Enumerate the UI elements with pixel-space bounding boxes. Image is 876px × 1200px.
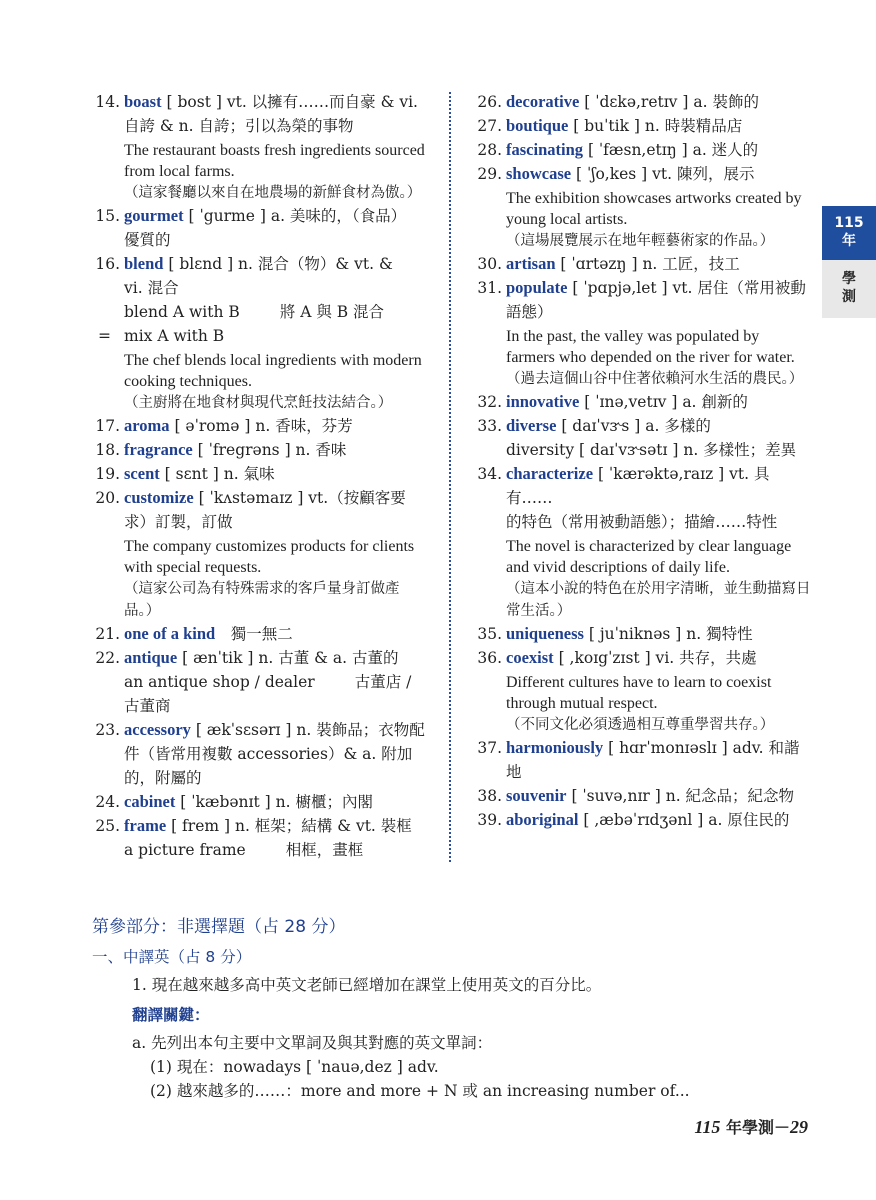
- vocab-definition-cont: vi. 混合: [124, 279, 179, 297]
- vocab-entry: 22. antique [ ænˈtik ] n. 古董 & a. 古董的: [95, 648, 399, 667]
- example-translation: （過去這個山谷中住著依賴河水生活的農民。）: [506, 371, 804, 387]
- vocab-word: aroma: [124, 416, 170, 435]
- vocab-entry: 15. gourmet [ ˈgurme ] a. 美味的，（食品） 優質的: [95, 206, 407, 249]
- key-step: a. 先列出本句主要中文單詞及與其對應的英文單詞：: [132, 1034, 493, 1052]
- vocab-entry: 20. customize [ ˈkʌstəmaɪz ] vt.（按顧客要 求）訂製，訂做: [95, 488, 406, 531]
- vocab-entry: 39. aboriginal [ ,æbəˈrɪdʒənl ] a. 原住民的: [477, 810, 790, 829]
- vocab-definition: [ buˈtik ] n. 時裝精品店: [568, 117, 743, 135]
- example-sentence: The novel is characterized by clear language and vivid descriptions of daily life.: [506, 538, 792, 576]
- vocab-definition: [ ˈʃo,kes ] vt. 陳列，展示: [571, 165, 755, 183]
- vocab-entry: 38. souvenir [ ˈsuvə,nɪr ] n. 紀念品；紀念物: [477, 786, 795, 805]
- example-sentence: In the past, the valley was populated by farmers who depended on the river for water.: [506, 328, 795, 366]
- vocab-entry: 28. fascinating [ ˈfæsn,etɪŋ ] a. 迷人的: [477, 140, 759, 159]
- vocab-word: fascinating: [506, 140, 584, 159]
- example-sentence: The company customizes products for clients with special requests.: [124, 538, 415, 576]
- section-side-tab: [822, 206, 876, 318]
- vocab-entry: 23. accessory [ ækˈsɛsərɪ ] n. 裝飾品；衣物配 件（皆常用複數 accessories）& a. 附加 的，附屬的: [95, 720, 425, 787]
- vocab-definition: [ daɪˈvɝs ] a. 多樣的: [556, 417, 711, 435]
- vocab-word: customize: [124, 488, 194, 507]
- related-phrase: an antique shop / dealer 古董店 / 古董商: [124, 673, 412, 715]
- vocab-entry: 16. blend [ blɛnd ] n. 混合（物）& vt. & vi. 混合: [95, 254, 393, 297]
- vocab-word: blend: [124, 254, 164, 273]
- vocab-definition: [ ˈgurme ] a. 美味的，（食品）: [183, 207, 407, 225]
- vocab-definition: [ blɛnd ] n. 混合（物）& vt. &: [163, 255, 393, 273]
- vocab-entry: 35. uniqueness [ juˈniknəs ] n. 獨特性: [477, 624, 753, 643]
- vocab-entry: 14. boast [ bost ] vt. 以擁有……而自豪 & vi. 自誇 & n. 自誇；引以為榮的事物: [95, 92, 418, 135]
- example-translation: （這場展覽展示在地年輕藝術家的作品。）: [506, 233, 775, 249]
- side-tab-year: 115 年: [822, 206, 876, 260]
- vocab-definition: [ ˈfregrəns ] n. 香味: [192, 441, 347, 459]
- vocab-definition: [ ˈɪnə,vetɪv ] a. 創新的: [579, 393, 748, 411]
- vocab-entry: 36. coexist [ ,koɪgˈzɪst ] vi. 共存，共處: [477, 648, 757, 667]
- related-phrase: a picture frame 相框，畫框: [124, 841, 364, 859]
- section-title: 一、中譯英（占 8 分）: [92, 948, 252, 966]
- related-phrase: blend A with B 將 A 與 B 混合: [124, 303, 385, 321]
- key-item: (1) 現在：nowadays [ ˈnauə,dez ] adv.: [150, 1058, 439, 1076]
- vocab-entry: 32. innovative [ ˈɪnə,vetɪv ] a. 創新的: [477, 392, 748, 411]
- vocab-word: aboriginal: [506, 810, 579, 829]
- vocab-definition: [ frem ] n. 框架；結構 & vt. 裝框: [166, 817, 412, 835]
- vocab-entry: 25. frame [ frem ] n. 框架；結構 & vt. 裝框: [95, 816, 412, 835]
- vocab-entry: 37. harmoniously [ hɑrˈmonɪəslɪ ] adv. 和諧地: [477, 738, 800, 781]
- vocab-definition: [ hɑrˈmonɪəslɪ ] adv. 和諧地: [506, 739, 800, 781]
- vocab-entry: 21. one of a kind 獨一無二: [95, 624, 293, 643]
- vocab-word: innovative: [506, 392, 580, 411]
- vocab-definition-cont: 語態）: [506, 303, 553, 321]
- key-item: (2) 越來越多的……：more and more + N 或 an increasing number of...: [150, 1082, 690, 1100]
- vocab-definition: [ ,æbəˈrɪdʒənl ] a. 原住民的: [578, 811, 790, 829]
- example-translation: （主廚將在地食材與現代烹飪技法結合。）: [124, 395, 393, 411]
- vocab-word: cabinet: [124, 792, 176, 811]
- vocab-entry: 24. cabinet [ ˈkæbənɪt ] n. 櫥櫃；內閣: [95, 792, 373, 811]
- vocab-word: antique: [124, 648, 178, 667]
- vocab-word: populate: [506, 278, 568, 297]
- example-sentence: The restaurant boasts fresh ingredients sourced from local farms.: [124, 142, 425, 180]
- related-phrase: = mix A with B: [98, 327, 225, 345]
- example-translation: （這家餐廳以來自在地農場的新鮮食材為傲。）: [124, 185, 422, 201]
- page-footer: 115 年學測－29: [694, 1117, 808, 1137]
- vocab-entry: 19. scent [ sɛnt ] n. 氣味: [95, 464, 275, 483]
- vocab-word: boast: [124, 92, 162, 111]
- vocab-word: fragrance: [124, 440, 193, 459]
- vocab-definition-cont: 優質的: [124, 231, 171, 249]
- part-title: 第參部分：非選擇題（占 28 分）: [92, 917, 346, 937]
- vocab-entry: 26. decorative [ ˈdɛkə,retɪv ] a. 裝飾的: [477, 92, 759, 111]
- vocab-word: artisan: [506, 254, 556, 273]
- vocab-entry: 17. aroma [ əˈromə ] n. 香味，芬芳: [95, 416, 353, 435]
- example-translation: （這家公司為有特殊需求的客戶量身訂做產品。）: [124, 581, 400, 619]
- vocab-definition: [ ˈpɑpjə,let ] vt. 居住（常用被動: [567, 279, 806, 297]
- left-column: [90, 90, 428, 862]
- vocab-definition: [ ˈkærəktə,raɪz ] vt. 具有……: [506, 465, 770, 507]
- vocab-definition: [ ˈfæsn,etɪŋ ] a. 迷人的: [583, 141, 759, 159]
- related-phrase: diversity [ daɪˈvɝsətɪ ] n. 多樣性；差異: [506, 441, 797, 459]
- vocab-word: uniqueness: [506, 624, 584, 643]
- vocab-word: gourmet: [124, 206, 184, 225]
- vocab-definition: [ ˈɑrtəzŋ ] n. 工匠，技工: [555, 255, 740, 273]
- vocab-entry: 31. populate [ ˈpɑpjə,let ] vt. 居住（常用被動 語態）: [477, 278, 806, 321]
- vocab-definition: [ juˈniknəs ] n. 獨特性: [583, 625, 753, 643]
- vocab-definition: [ ænˈtik ] n. 古董 & a. 古董的: [177, 649, 399, 667]
- question-text: 1. 現在越來越多高中英文老師已經增加在課堂上使用英文的百分比。: [132, 976, 602, 994]
- vocab-definition: [ ˈsuvə,nɪr ] n. 紀念品；紀念物: [566, 787, 795, 805]
- vocab-word: characterize: [506, 464, 594, 483]
- column-divider: [449, 92, 451, 862]
- vocab-word: souvenir: [506, 786, 567, 805]
- vocab-word: decorative: [506, 92, 580, 111]
- right-column: [472, 90, 812, 832]
- vocab-definition: [ ,koɪgˈzɪst ] vi. 共存，共處: [553, 649, 757, 667]
- vocab-word: coexist: [506, 648, 554, 667]
- vocab-definition: [ əˈromə ] n. 香味，芬芳: [169, 417, 353, 435]
- vocab-entry: 18. fragrance [ ˈfregrəns ] n. 香味: [95, 440, 347, 459]
- vocab-word: boutique: [506, 116, 569, 135]
- vocab-definition: [ ˈkʌstəmaɪz ] vt.（按顧客要: [193, 489, 406, 507]
- vocab-word: diverse: [506, 416, 557, 435]
- vocab-definition: [ ækˈsɛsərɪ ] n. 裝飾品；衣物配: [190, 721, 425, 739]
- translation-key-heading: 翻譯關鍵：: [132, 1006, 210, 1024]
- vocab-entry: 34. characterize [ ˈkærəktə,raɪz ] vt. 具有…… 的特色（常用被動語態）；描繪……特性: [477, 464, 778, 531]
- vocab-definition: [ ˈkæbənɪt ] n. 櫥櫃；內閣: [175, 793, 373, 811]
- vocab-definition: [ sɛnt ] n. 氣味: [159, 465, 275, 483]
- vocab-definition-cont: 件（皆常用複數 accessories）& a. 附加: [124, 745, 413, 763]
- vocab-entry: 33. diverse [ daɪˈvɝs ] a. 多樣的: [477, 416, 711, 435]
- part-three-section: [92, 912, 812, 1103]
- vocab-entry: 29. showcase [ ˈʃo,kes ] vt. 陳列，展示: [477, 164, 755, 183]
- vocab-entry: 27. boutique [ buˈtik ] n. 時裝精品店: [477, 116, 743, 135]
- vocab-definition-cont: 求）訂製，訂做: [124, 513, 233, 531]
- vocab-entry: 30. artisan [ ˈɑrtəzŋ ] n. 工匠，技工: [477, 254, 740, 273]
- vocab-definition: [ ˈdɛkə,retɪv ] a. 裝飾的: [579, 93, 759, 111]
- example-sentence: The chef blends local ingredients with modern cooking techniques.: [124, 352, 422, 390]
- vocab-definition: [ bost ] vt. 以擁有……而自豪 & vi.: [161, 93, 418, 111]
- example-translation: （不同文化必須透過相互尊重學習共存。）: [506, 717, 775, 733]
- vocab-word: harmoniously: [506, 738, 604, 757]
- vocab-definition-cont: 的特色（常用被動語態）；描繪……特性: [506, 513, 778, 531]
- vocab-word: frame: [124, 816, 167, 835]
- vocab-definition-cont: 自誇 & n. 自誇；引以為榮的事物: [124, 117, 354, 135]
- vocab-word: one of a kind: [124, 624, 216, 643]
- vocab-definition: 獨一無二: [215, 625, 293, 643]
- vocab-word: accessory: [124, 720, 191, 739]
- page-number: 29: [790, 1117, 808, 1137]
- vocab-definition-cont: 的，附屬的: [124, 769, 202, 787]
- vocab-word: showcase: [506, 164, 572, 183]
- vocab-word: scent: [124, 464, 160, 483]
- example-sentence: Different cultures have to learn to coexist through mutual respect.: [506, 674, 772, 712]
- example-translation: （這本小說的特色在於用字清晰，並生動描寫日常生活。）: [506, 581, 811, 619]
- side-tab-label: 學 測: [822, 260, 876, 318]
- example-sentence: The exhibition showcases artworks created by young local artists.: [506, 190, 802, 228]
